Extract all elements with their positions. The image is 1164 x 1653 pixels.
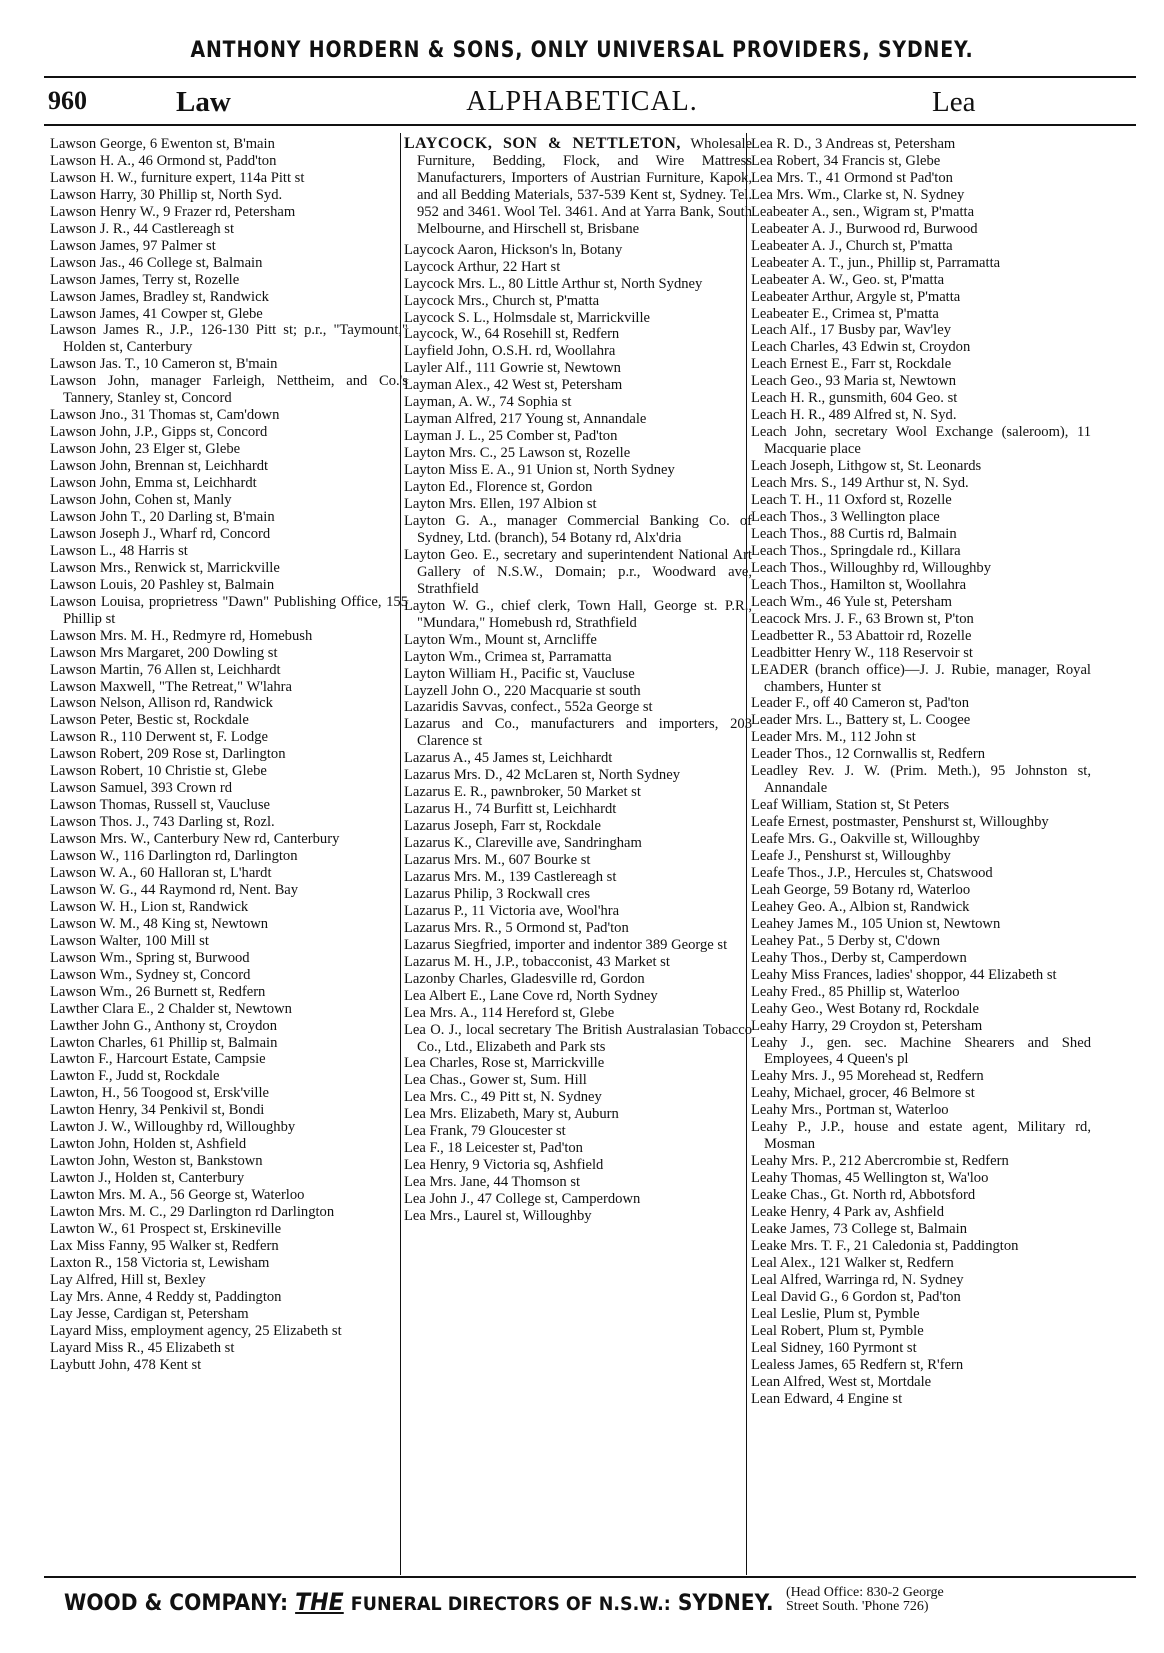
directory-entry: Lazarus P., 11 Victoria ave, Wool'hra <box>404 902 620 919</box>
directory-entry: Layman, A. W., 74 Sophia st <box>404 394 572 411</box>
directory-entry: Leake Mrs. T. F., 21 Caledonia st, Paddington <box>751 1237 1019 1254</box>
directory-entry: Leal Leslie, Plum st, Pymble <box>751 1305 920 1322</box>
directory-entry: Lawson H. A., 46 Ormond st, Padd'ton <box>50 152 277 169</box>
directory-entry: Leahy Mrs. P., 212 Abercrombie st, Redfern <box>751 1153 1009 1170</box>
directory-entry: Lawson W. M., 48 King st, Newtown <box>50 915 269 932</box>
footer-note-line-2: Street South. 'Phone 726) <box>786 1599 929 1614</box>
directory-entry: Leader Mrs. L., Battery st, L. Coogee <box>751 712 971 729</box>
directory-entry: Laycock Arthur, 22 Hart st <box>404 258 561 275</box>
footer-rule <box>44 1576 1136 1578</box>
directory-entry: Lawson Mrs. W., Canterbury New rd, Canterbury <box>50 831 340 848</box>
directory-entry: Leach Thos., Hamilton st, Woollahra <box>751 576 967 593</box>
directory-entry: Lawson Wm., Sydney st, Concord <box>50 966 251 983</box>
directory-entry: Leahy Fred., 85 Phillip st, Waterloo <box>751 983 960 1000</box>
directory-entry: Leake Chas., Gt. North rd, Abbotsford <box>751 1187 976 1204</box>
directory-entry: Lazaridis Savvas, confect., 552a George st <box>404 699 653 716</box>
directory-entry: Lazarus K., Clareville ave, Sandringham <box>404 835 642 852</box>
directory-entry: Lawson John, Cohen st, Manly <box>50 492 232 509</box>
directory-entry: Laycock Mrs. L., 80 Little Arthur st, North Sydney <box>404 275 703 292</box>
directory-entry: Leahy Harry, 29 Croydon st, Petersham <box>751 1017 983 1034</box>
directory-entry: Lazarus H., 74 Burfitt st, Leichhardt <box>404 801 617 818</box>
directory-entry: Lawson L., 48 Harris st <box>50 542 188 559</box>
directory-entry: Lawson Mrs., Renwick st, Marrickville <box>50 559 280 576</box>
directory-entry: Lawton J., Holden st, Canterbury <box>50 1170 245 1187</box>
directory-entry: Lawson John, manager Farleigh, Nettheim, and Co.'s Tannery, Stanley st, Concord <box>50 373 408 407</box>
banner-rule <box>44 76 1136 78</box>
directory-entry: Leadbetter R., 53 Abattoir rd, Rozelle <box>751 627 972 644</box>
directory-entry: Leach Ernest E., Farr st, Rockdale <box>751 356 952 373</box>
directory-entry: Leahey Pat., 5 Derby st, C'down <box>751 932 941 949</box>
directory-entry: Lawson John, 23 Elger st, Glebe <box>50 441 241 458</box>
display-advertisement <box>404 136 752 238</box>
directory-entry: Leach Geo., 93 Maria st, Newtown <box>751 373 957 390</box>
directory-entry: Leabeater A., sen., Wigram st, P'matta <box>751 203 975 220</box>
directory-entry: Laxton R., 158 Victoria st, Lewisham <box>50 1254 270 1271</box>
directory-entry: Lealess James, 65 Redfern st, R'fern <box>751 1356 964 1373</box>
directory-entry: Lawson John, J.P., Gipps st, Concord <box>50 424 268 441</box>
directory-entry: Leaf William, Station st, St Peters <box>751 797 950 814</box>
footer-funeral: FUNERAL DIRECTORS OF N.S.W.: <box>350 1593 671 1615</box>
directory-entry: Lawton J. W., Willoughby rd, Willoughby <box>50 1119 296 1136</box>
directory-entry: Layton G. A., manager Commercial Banking Co. of Sydney, Ltd. (branch), 54 Botany rd, Alx'dria <box>404 512 752 546</box>
directory-entry: Lawson Harry, 30 Phillip st, North Syd. <box>50 186 283 203</box>
directory-entry: Lawther John G., Anthony st, Croydon <box>50 1017 278 1034</box>
directory-entry: Leal David G., 6 Gordon st, Pad'ton <box>751 1288 961 1305</box>
directory-entry: Leake James, 73 College st, Balmain <box>751 1221 968 1237</box>
directory-entry: Leader F., off 40 Cameron st, Pad'ton <box>751 695 970 712</box>
directory-entry: Lazarus Philip, 3 Rockwall cres <box>404 885 591 902</box>
directory-entry: Layton Geo. E., secretary and superintendent National Art Gallery of N.S.W., Domain; p.r., Woodward ave, Strathfield <box>404 546 752 597</box>
directory-entry: Lea Henry, 9 Victoria sq, Ashfield <box>404 1157 604 1174</box>
directory-entry: Lawson James, Bradley st, Randwick <box>50 288 269 305</box>
directory-entry: LEADER (branch office)—J. J. Rubie, manager, Royal chambers, Hunter st <box>751 661 1091 695</box>
directory-entry: Lawson W., 116 Darlington rd, Darlington <box>50 848 298 865</box>
directory-entry: Leach Alf., 17 Busby par, Wav'ley <box>751 322 952 339</box>
directory-entry: Lawson J. R., 44 Castlereagh st <box>50 220 235 237</box>
directory-entry: Leabeater A. J., Church st, P'matta <box>751 237 953 254</box>
directory-entry: Lazarus Mrs. R., 5 Ormond st, Pad'ton <box>404 919 629 936</box>
directory-entry: Lazarus and Co., manufacturers and importers, 203 Clarence st <box>404 716 752 750</box>
directory-entry: Laycock, W., 64 Rosehill st, Redfern <box>404 326 620 343</box>
directory-entry: Lawson Thomas, Russell st, Vaucluse <box>50 797 270 814</box>
footer-firm: WOOD & COMPANY: <box>64 1591 289 1616</box>
directory-entry: Lawson Mrs Margaret, 200 Dowling st <box>50 644 278 661</box>
directory-entry: Lawson W. A., 60 Halloran st, L'hardt <box>50 864 272 881</box>
directory-entry: Lawson Jas. T., 10 Cameron st, B'main <box>50 356 278 373</box>
directory-entry: Layfield John, O.S.H. rd, Woollahra <box>404 343 616 360</box>
directory-entry: Lea Charles, Rose st, Marrickville <box>404 1055 605 1072</box>
directory-entry: Leahey Geo. A., Albion st, Randwick <box>751 898 970 915</box>
directory-entry: Layton Ed., Florence st, Gordon <box>404 479 593 496</box>
directory-entry: Lawson Thos. J., 743 Darling st, Rozl. <box>50 814 275 831</box>
directory-entry: Lea Mrs. T., 41 Ormond st Pad'ton <box>751 169 953 186</box>
directory-entry: Lazonby Charles, Gladesville rd, Gordon <box>404 970 645 987</box>
directory-entry: Lawson Martin, 76 Allen st, Leichhardt <box>50 661 281 678</box>
directory-column-2 <box>404 136 752 1576</box>
directory-entry: Laycock Aaron, Hickson's ln, Botany <box>404 241 623 258</box>
footer-slogan <box>64 1588 774 1616</box>
directory-entry: Lea Mrs. A., 114 Hereford st, Glebe <box>404 1004 615 1021</box>
directory-entry: Leahy J., gen. sec. Machine Shearers and Shed Employees, 4 Queen's pl <box>751 1034 1091 1068</box>
directory-entry: Lawton Henry, 34 Penkivil st, Bondi <box>50 1102 265 1119</box>
directory-entry: Lawton Mrs. M. A., 56 George st, Waterloo <box>50 1187 305 1204</box>
directory-entry: Layton W. G., chief clerk, Town Hall, George st. P.R., "Mundara," Homebush rd, Strathfield <box>404 597 752 631</box>
directory-entry: Lawson James, Terry st, Rozelle <box>50 271 240 288</box>
directory-entry: Lawson John, Brennan st, Leichhardt <box>50 458 269 475</box>
directory-entry: Lea Mrs. C., 49 Pitt st, N. Sydney <box>404 1089 602 1106</box>
directory-entry: Leach Joseph, Lithgow st, St. Leonards <box>751 458 982 475</box>
directory-entry: Lawson W. H., Lion st, Randwick <box>50 898 249 915</box>
directory-entry: Lazarus E. R., pawnbroker, 50 Market st <box>404 784 641 801</box>
directory-entry: Lea F., 18 Leicester st, Pad'ton <box>404 1140 583 1157</box>
directory-entry: Lawson Robert, 10 Christie st, Glebe <box>50 763 267 780</box>
directory-entry: Lawson Peter, Bestic st, Rockdale <box>50 712 249 729</box>
directory-entry: Lazarus M. H., J.P., tobacconist, 43 Market st <box>404 953 670 970</box>
directory-entry: Lea Frank, 79 Gloucester st <box>404 1123 566 1140</box>
section-title: ALPHABETICAL. <box>466 86 698 117</box>
directory-entry: Lawton W., 61 Prospect st, Erskineville <box>50 1221 282 1237</box>
directory-entry: Lawson Jno., 31 Thomas st, Cam'down <box>50 407 280 424</box>
directory-entry: Leahy Thomas, 45 Wellington st, Wa'loo <box>751 1170 989 1187</box>
directory-entry: Lazarus Mrs. M., 607 Bourke st <box>404 852 591 869</box>
directory-entry: Lawson Mrs. M. H., Redmyre rd, Homebush <box>50 627 313 644</box>
directory-entry: Lawson George, 6 Ewenton st, B'main <box>50 136 275 152</box>
directory-entry: Layler Alf., 111 Gowrie st, Newtown <box>404 360 621 377</box>
directory-entry: Leach Charles, 43 Edwin st, Croydon <box>751 339 971 356</box>
directory-entry: Leal Alfred, Warringa rd, N. Sydney <box>751 1271 964 1288</box>
directory-entry: Layton Miss E. A., 91 Union st, North Sydney <box>404 462 675 479</box>
directory-entry: Lawton John, Holden st, Ashfield <box>50 1136 247 1153</box>
directory-entry: Layman Alfred, 217 Young st, Annandale <box>404 411 647 428</box>
directory-entry: Leach Thos., Springdale rd., Killara <box>751 542 961 559</box>
directory-entry: Layman J. L., 25 Comber st, Pad'ton <box>404 428 618 445</box>
directory-entry: Leach T. H., 11 Oxford st, Rozelle <box>751 492 952 509</box>
directory-entry: Lax Miss Fanny, 95 Walker st, Redfern <box>50 1237 279 1254</box>
footer-city: SYDNEY. <box>677 1591 774 1616</box>
directory-entry: Lawson Wm., 26 Burnett st, Redfern <box>50 983 266 1000</box>
directory-entry: Leah George, 59 Botany rd, Waterloo <box>751 881 971 898</box>
directory-entry: Lawson Wm., Spring st, Burwood <box>50 949 250 966</box>
directory-entry: Lea Albert E., Lane Cove rd, North Sydney <box>404 987 658 1004</box>
directory-entry: Leach Mrs. S., 149 Arthur st, N. Syd. <box>751 475 969 492</box>
directory-entry: Lawton F., Judd st, Rockdale <box>50 1068 220 1085</box>
directory-entry: Lawton Charles, 61 Phillip st, Balmain <box>50 1034 278 1051</box>
directory-entry: Lazarus A., 45 James st, Leichhardt <box>404 750 613 767</box>
directory-entry: Lawson Maxwell, "The Retreat," W'lahra <box>50 678 293 695</box>
directory-entry: Lawton John, Weston st, Bankstown <box>50 1153 263 1170</box>
directory-entry: Layman Alex., 42 West st, Petersham <box>404 377 623 394</box>
directory-entry: Lawson James, 41 Cowper st, Glebe <box>50 305 263 322</box>
directory-entry: Leach John, secretary Wool Exchange (saleroom), 11 Macquarie place <box>751 424 1091 458</box>
directory-entry: Lawson Jas., 46 College st, Balmain <box>50 254 263 271</box>
directory-entry: Leahey James M., 105 Union st, Newtown <box>751 915 1001 932</box>
directory-entry: Lea Robert, 34 Francis st, Glebe <box>751 152 941 169</box>
directory-entry: Leahy Mrs., Portman st, Waterloo <box>751 1102 949 1119</box>
directory-entry: Leabeater Arthur, Argyle st, P'matta <box>751 288 961 305</box>
directory-entry: Layard Miss R., 45 Elizabeth st <box>50 1339 235 1356</box>
directory-entry: Lay Jesse, Cardigan st, Petersham <box>50 1305 249 1322</box>
directory-entry: Lazarus Mrs. M., 139 Castlereagh st <box>404 868 617 885</box>
footer-address-note <box>786 1586 944 1614</box>
directory-entry: Lea Mrs., Laurel st, Willoughby <box>404 1208 592 1225</box>
advert-text: Wholesale Furniture, Bedding, Flock, and Wire Mattress Manufacturers, Importers of Austrian Furniture, Kapok, and all Bedding Materials, 537-539 Kent st, Sydney. Tel. 952 and 3461. Wool Tel. 3461. And at Yarra Bank, South Melbourne, and Hirschell st, Brisbane <box>417 136 752 237</box>
advertising-banner: ANTHONY HORDERN & SONS, ONLY UNIVERSAL PROVIDERS, SYDNEY. <box>190 38 974 63</box>
directory-entry: Lawton Mrs. M. C., 29 Darlington rd Darlington <box>50 1204 335 1221</box>
directory-entry: Lay Mrs. Anne, 4 Reddy st, Paddington <box>50 1288 282 1305</box>
directory-column-1 <box>50 136 408 1576</box>
directory-entry: Lawson James R., J.P., 126-130 Pitt st; p.r., "Taymount," Holden st, Canterbury <box>50 322 408 356</box>
directory-entry: Lawton, H., 56 Toogood st, Ersk'ville <box>50 1085 270 1102</box>
directory-entry: Lawton F., Harcourt Estate, Campsie <box>50 1051 266 1068</box>
directory-entry: Leader Thos., 12 Cornwallis st, Redfern <box>751 746 985 763</box>
directory-entry: Leabeater A. J., Burwood rd, Burwood <box>751 220 978 237</box>
directory-entry: Leabeater A. W., Geo. st, P'matta <box>751 271 945 288</box>
directory-entry: Leader Mrs. M., 112 John st <box>751 729 916 746</box>
first-headword: Law <box>176 86 231 118</box>
directory-entry: Lawson Louisa, proprietress "Dawn" Publishing Office, 155 Phillip st <box>50 593 408 627</box>
footer-advert <box>64 1582 1144 1622</box>
directory-entry: Leach H. R., 489 Alfred st, N. Syd. <box>751 407 957 424</box>
directory-entry: Lea Chas., Gower st, Sum. Hill <box>404 1072 587 1089</box>
directory-entry: Lawson James, 97 Palmer st <box>50 237 216 254</box>
directory-entry: Leahy Mrs. J., 95 Morehead st, Redfern <box>751 1068 984 1085</box>
directory-entry: Lawson Robert, 209 Rose st, Darlington <box>50 746 286 763</box>
directory-entry: Leake Henry, 4 Park av, Ashfield <box>751 1204 945 1221</box>
directory-entry: Leal Alex., 121 Walker st, Redfern <box>751 1254 954 1271</box>
directory-entry: Lawson Samuel, 393 Crown rd <box>50 780 232 797</box>
directory-entry: Lea John J., 47 College st, Camperdown <box>404 1191 641 1208</box>
directory-entry: Layard Miss, employment agency, 25 Elizabeth st <box>50 1322 342 1339</box>
directory-entry: Lawther Clara E., 2 Chalder st, Newtown <box>50 1000 292 1017</box>
last-headword: Lea <box>932 86 976 118</box>
page-number: 960 <box>48 86 87 115</box>
directory-entry: Lawson H. W., furniture expert, 114a Pitt st <box>50 169 305 186</box>
directory-entry: Laycock S. L., Holmsdale st, Marrickville <box>404 309 651 326</box>
column-2-entries <box>404 242 752 1225</box>
directory-entry: Lea Mrs. Elizabeth, Mary st, Auburn <box>404 1106 619 1123</box>
directory-entry: Laybutt John, 478 Kent st <box>50 1356 202 1373</box>
directory-entry: Lawson R., 110 Derwent st, F. Lodge <box>50 729 268 746</box>
directory-entry: Leach Thos., Willoughby rd, Willoughby <box>751 559 992 576</box>
directory-entry: Lawson Nelson, Allison rd, Randwick <box>50 695 273 712</box>
directory-entry: Layton Wm., Crimea st, Parramatta <box>404 648 612 665</box>
directory-entry: Lea R. D., 3 Andreas st, Petersham <box>751 136 956 152</box>
directory-entry: Layton Wm., Mount st, Arncliffe <box>404 631 597 648</box>
directory-entry: Lea O. J., local secretary The British Australasian Tobacco Co., Ltd., Elizabeth and Park sts <box>404 1021 752 1055</box>
directory-entry: Lawson Joseph J., Wharf rd, Concord <box>50 525 271 542</box>
footer-note-line-1: (Head Office: 830-2 George <box>786 1585 944 1600</box>
directory-entry: Lea Mrs. Jane, 44 Thomson st <box>404 1174 581 1191</box>
directory-entry: Lean Alfred, West st, Mortdale <box>751 1373 932 1390</box>
directory-entry: Layton Mrs. C., 25 Lawson st, Rozelle <box>404 445 631 462</box>
directory-entry: Leafe Ernest, postmaster, Penshurst st, Willoughby <box>751 814 1049 831</box>
directory-entry: Leach Wm., 46 Yule st, Petersham <box>751 593 953 610</box>
directory-entry: Lawson John, Emma st, Leichhardt <box>50 475 257 492</box>
directory-entry: Leach H. R., gunsmith, 604 Geo. st <box>751 390 958 407</box>
directory-entry: Lazarus Siegfried, importer and indentor 389 George st <box>404 936 728 953</box>
directory-entry: Leahy Miss Frances, ladies' shoppor, 44 Elizabeth st <box>751 966 1057 983</box>
directory-entry: Layzell John O., 220 Macquarie st south <box>404 682 641 699</box>
directory-entry: Leach Thos., 3 Wellington place <box>751 508 940 525</box>
directory-entry: Leahy Geo., West Botany rd, Rockdale <box>751 1000 979 1017</box>
header-rule <box>44 124 1136 126</box>
directory-entry: Laycock Mrs., Church st, P'matta <box>404 292 600 309</box>
directory-entry: Leach Thos., 88 Curtis rd, Balmain <box>751 525 957 542</box>
directory-entry: Lean Edward, 4 Engine st <box>751 1390 903 1407</box>
directory-entry: Lea Mrs. Wm., Clarke st, N. Sydney <box>751 186 965 203</box>
directory-entry: Lazarus Mrs. D., 42 McLaren st, North Sydney <box>404 767 681 784</box>
directory-entry: Leal Robert, Plum st, Pymble <box>751 1322 924 1339</box>
footer-the: THE <box>295 1588 344 1616</box>
directory-entry: Lawson Louis, 20 Pashley st, Balmain <box>50 576 275 593</box>
directory-entry: Leahy P., J.P., house and estate agent, Military rd, Mosman <box>751 1119 1091 1153</box>
directory-entry: Leal Sidney, 160 Pyrmont st <box>751 1339 917 1356</box>
directory-entry: Leafe J., Penshurst st, Willoughby <box>751 848 951 865</box>
directory-entry: Leafe Mrs. G., Oakville st, Willoughby <box>751 831 980 848</box>
directory-entry: Leadbitter Henry W., 118 Reservoir st <box>751 644 973 661</box>
directory-entry: Lawson W. G., 44 Raymond rd, Nent. Bay <box>50 881 299 898</box>
directory-entry: Leahy, Michael, grocer, 46 Belmore st <box>751 1085 975 1102</box>
directory-entry: Layton William H., Pacific st, Vaucluse <box>404 665 635 682</box>
directory-entry: Lazarus Joseph, Farr st, Rockdale <box>404 818 601 835</box>
directory-entry: Leacock Mrs. J. F., 63 Brown st, P'ton <box>751 610 974 627</box>
directory-entry: Leabeater A. T., jun., Phillip st, Parramatta <box>751 254 1001 271</box>
directory-entry: Leadley Rev. J. W. (Prim. Meth.), 95 Johnston st, Annandale <box>751 763 1091 797</box>
advert-firm-name: LAYCOCK, SON & NETTLETON, <box>404 136 681 152</box>
directory-column-3 <box>751 136 1091 1576</box>
directory-entry: Leabeater E., Crimea st, P'matta <box>751 305 939 322</box>
directory-entry: Leahy Thos., Derby st, Camperdown <box>751 949 967 966</box>
directory-entry: Layton Mrs. Ellen, 197 Albion st <box>404 496 597 513</box>
directory-entry: Lay Alfred, Hill st, Bexley <box>50 1271 206 1288</box>
directory-entry: Leafe Thos., J.P., Hercules st, Chatswood <box>751 864 993 881</box>
directory-entry: Lawson Henry W., 9 Frazer rd, Petersham <box>50 203 296 220</box>
directory-entry: Lawson Walter, 100 Mill st <box>50 932 209 949</box>
directory-entry: Lawson John T., 20 Darling st, B'main <box>50 508 275 525</box>
